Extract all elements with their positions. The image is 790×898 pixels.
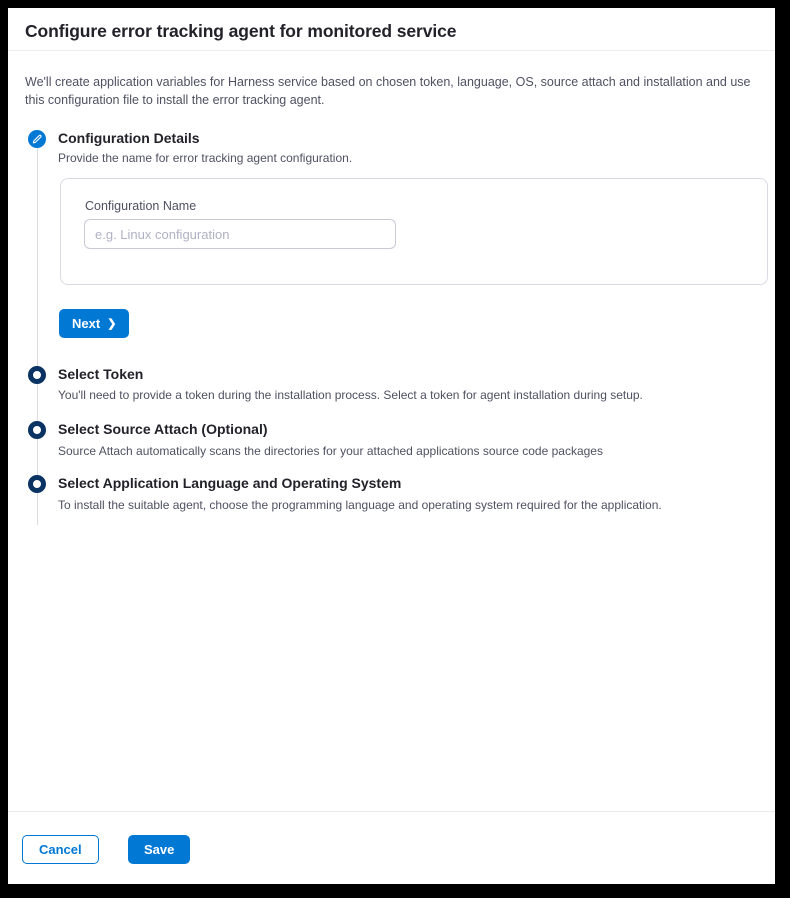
cancel-button[interactable]: Cancel	[22, 835, 99, 864]
configuration-details-card	[60, 178, 768, 285]
configuration-name-label: Configuration Name	[85, 199, 197, 213]
next-button-label: Next	[72, 316, 101, 331]
chevron-right-icon: ❯	[107, 317, 117, 330]
step-4-description: To install the suitable agent, choose the programming language and operating system required for the application.	[58, 498, 662, 512]
pencil-icon	[32, 134, 42, 144]
dialog-header	[8, 8, 775, 51]
next-button[interactable]	[59, 309, 129, 338]
save-button[interactable]: Save	[128, 835, 190, 864]
intro-description: We'll create application variables for Harness service based on chosen token, language, OS, source attach and installation and use this configuration file to install the error tracking agent.	[25, 75, 751, 107]
step-connector-line	[37, 147, 38, 525]
step-3-title[interactable]: Select Source Attach (Optional)	[58, 421, 268, 437]
step-2-title[interactable]: Select Token	[58, 366, 144, 382]
dialog-title: Configure error tracking agent for monitored service	[25, 21, 457, 41]
dialog-body	[8, 51, 775, 811]
step-4-title[interactable]: Select Application Language and Operating System	[58, 475, 402, 491]
step-2-description: You'll need to provide a token during the installation process. Select a token for agent installation during setup.	[58, 388, 643, 402]
dialog-footer	[8, 811, 775, 884]
step-3-circle-icon	[28, 421, 46, 439]
step-1-title[interactable]: Configuration Details	[58, 130, 200, 146]
step-4-circle-icon	[28, 475, 46, 493]
step-1-description: Provide the name for error tracking agent configuration.	[58, 151, 353, 165]
configure-agent-dialog	[8, 8, 775, 883]
configuration-name-input[interactable]	[84, 219, 396, 249]
step-3-description: Source Attach automatically scans the directories for your attached applications source code packages	[58, 444, 603, 458]
step-1-edit-icon	[28, 130, 46, 148]
step-2-circle-icon	[28, 366, 46, 384]
